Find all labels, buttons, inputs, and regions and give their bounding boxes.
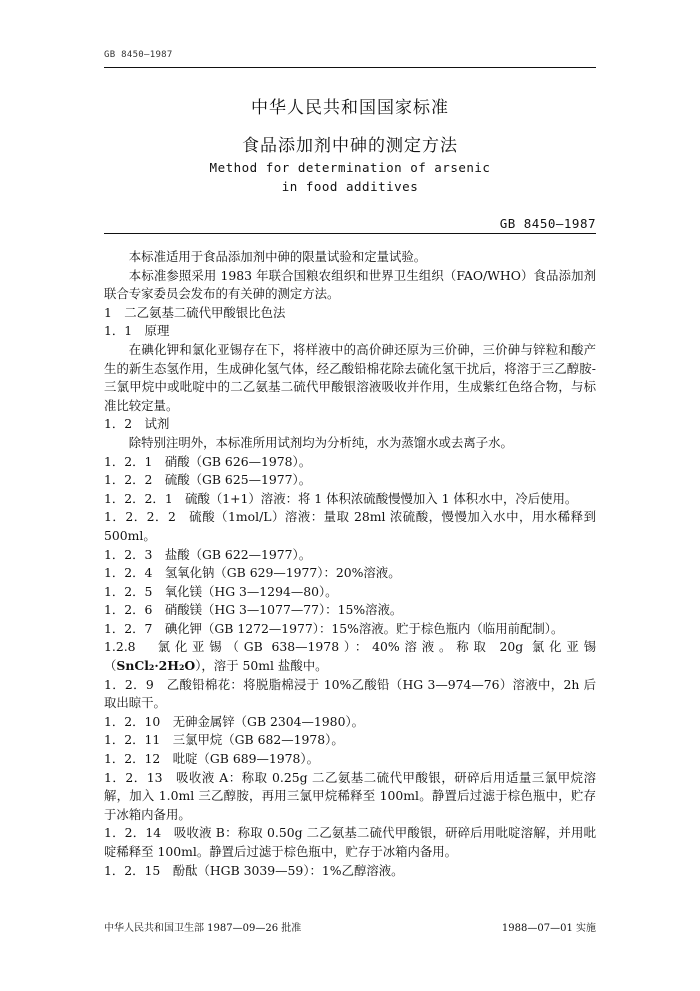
document-title-en-line1: Method for determination of arsenic: [209, 160, 491, 175]
reagent-note: 除特别注明外，本标准所用试剂均为分析纯，水为蒸馏水或去离子水。: [128, 434, 513, 450]
reagent-item: 1．2．6 硝酸镁（HG 3—1077—77）：15%溶液。: [104, 602, 403, 618]
reagent-item: 1．2．3 盐酸（GB 622—1977）。: [104, 546, 312, 562]
reagent-item-text: 1.2.8 氯化亚锡（GB 638—1978）：40%溶液。称取 20g 氯化亚锡（: [104, 639, 596, 674]
title-divider: [104, 233, 596, 234]
reagent-item: 1．2．4 氢氧化钠（GB 629—1977）：20%溶液。: [104, 565, 401, 581]
section-heading: 1 二乙氨基二硫代甲酸银比色法: [104, 304, 286, 320]
reagent-item: [104, 638, 596, 675]
national-standard-heading: 中华人民共和国国家标准: [251, 98, 449, 118]
reagent-item: 1．2．11 三氯甲烷（GB 682—1978）。: [104, 732, 344, 748]
reagent-item: 1．2．2 硫酸（GB 625—1977）。: [104, 472, 312, 488]
intro-paragraph: 本标准参照采用 1983 年联合国粮农组织和世界卫生组织（FAO/WHO）食品添加剂联合专家委员会发布的有关砷的测定方法。: [104, 267, 596, 302]
document-title-en-line2: in food additives: [281, 179, 419, 194]
standard-number: GB 8450—1987: [499, 216, 596, 231]
reagent-item: 1．2．15 酚酞（HGB 3039—59）：1%乙醇溶液。: [104, 862, 404, 878]
document-title-cn: 食品添加剂中砷的测定方法: [242, 136, 458, 156]
subsection-heading: 1．1 原理: [104, 323, 170, 339]
header-divider: [104, 67, 596, 68]
reagent-item: 1．2．9 乙酸铅棉花：将脱脂棉浸于 10%乙酸铅（HG 3—974—76）溶液中，2h 后取出晾干。: [104, 676, 596, 711]
reagent-item: 1．2．13 吸收液 A：称取 0.25g 二乙氨基二硫代甲酸银，研碎后用适量三氯甲烷溶解，加入 1.0ml 三乙醇胺，再用三氯甲烷稀释至 100ml。静置后过滤于棕色瓶中，贮存于冰箱内备用。: [104, 769, 596, 822]
implementation-date: 1988—07—01 实施: [501, 923, 596, 934]
reagent-item: 1．2．2．1 硫酸（1+1）溶液：将 1 体积浓硫酸慢慢加入 1 体积水中，冷后使用。: [104, 490, 578, 506]
approval-date: 中华人民共和国卫生部 1987—09—26 批准: [104, 923, 302, 934]
principle-paragraph: 在碘化钾和氯化亚锡存在下，将样液中的高价砷还原为三价砷，三价砷与锌粒和酸产生的新生态氢作用，生成砷化氢气体，经乙酸铅棉花除去硫化氢干扰后，将溶于三乙醇胺-三氯甲烷中或吡啶中的二乙氨基二硫代甲酸银溶液吸收并作用，生成紫红色络合物，与标准比较定量。: [104, 341, 596, 413]
intro-paragraph: 本标准适用于食品添加剂中砷的限量试验和定量试验。: [128, 249, 427, 264]
reagent-item: 1．2．7 碘化钾（GB 1272—1977）：15%溶液。贮于棕色瓶内（临用前配制）。: [104, 620, 564, 636]
header-standard-code: GB 8450—1987: [104, 50, 173, 60]
document-body: [104, 248, 596, 880]
reagent-item-text: ），溶于 50ml 盐酸中。: [195, 658, 328, 674]
reagent-item: 1．2．5 氧化镁（HG 3—1294—80）。: [104, 583, 338, 599]
reagent-item: 1．2．10 无砷金属锌（GB 2304—1980）。: [104, 713, 365, 729]
reagent-item: 1．2．14 吸收液 B：称取 0.50g 二乙氨基二硫代甲酸银，研碎后用吡啶溶解，并用吡啶稀释至 100ml。静置后过滤于棕色瓶中，贮存于冰箱内备用。: [104, 825, 596, 859]
reagent-item: 1．2．2．2 硫酸（1mol/L）溶液：量取 28ml 浓硫酸，慢慢加入水中，用水稀释到 500ml。: [104, 509, 596, 543]
chemical-formula: SnCl₂·2H₂O: [116, 658, 196, 674]
reagent-item: 1．2．1 硝酸（GB 626—1978）。: [104, 453, 312, 469]
subsection-heading: 1．2 试剂: [104, 416, 170, 432]
reagent-item: 1．2．12 吡啶（GB 689—1978）。: [104, 751, 319, 767]
